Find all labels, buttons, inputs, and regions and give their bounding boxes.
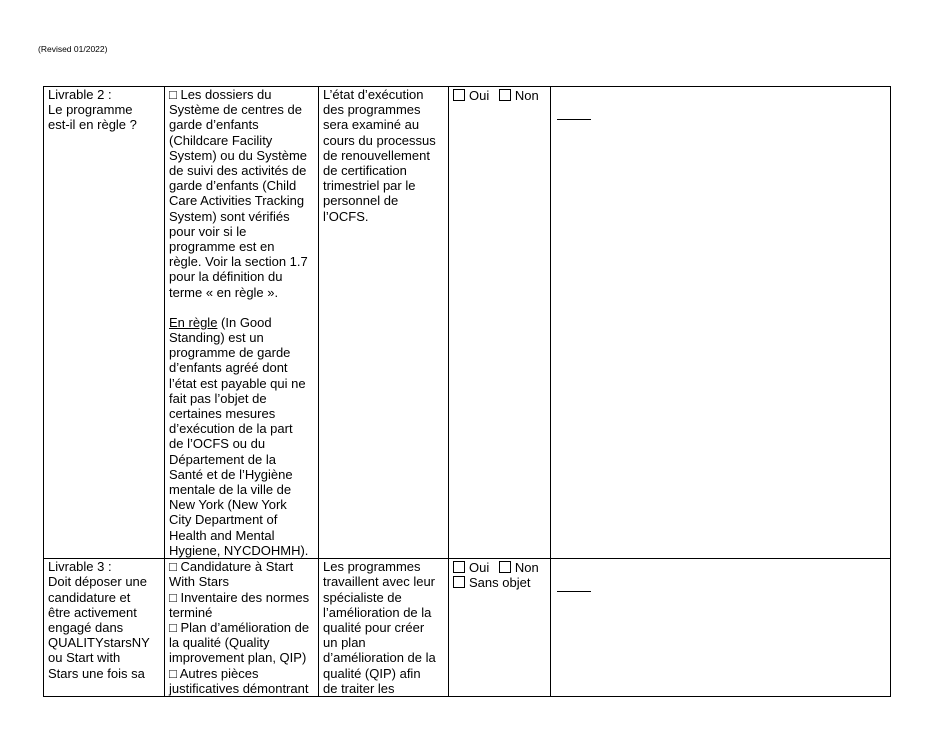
criteria-cell (165, 559, 319, 697)
non-checkbox[interactable] (499, 89, 511, 101)
initials-blank-line[interactable] (557, 571, 591, 592)
criteria-definition: (In Good Standing) est un programme de garde d’enfants agréé dont l’état est payable qui ne fait pas l’objet de certaines mesures d’exécution de la part de l’OCFS ou du Département de la Santé et de l’Hygiène mentale de la ville de New York (New York City Department of Health and Mental Hygiene, NYCDOHMH). (169, 314, 309, 558)
deliverable-text: Livrable 3 : Doit déposer une candidature et être activement engagé dans QUALITYstarsNY ou Start with Stars une fois sa (48, 559, 150, 681)
verification-cell (319, 87, 449, 559)
non-label: Non (514, 88, 539, 103)
verification-text: Les programmes travaillent avec leur spécialiste de l’amélioration de la qualité pour créer un plan d’amélioration de la qualité (QIP) afin de traiter les (323, 559, 436, 696)
initials-cell (551, 87, 891, 559)
criteria-text: □ Candidature à Start With Stars □ Inventaire des normes terminé □ Plan d’amélioration de la qualité (Quality improvement plan, QIP) □ Autres pièces justificatives démontrant (169, 559, 310, 696)
oui-checkbox[interactable] (453, 561, 465, 573)
non-checkbox[interactable] (499, 561, 511, 573)
verification-text: L’état d’exécution des programmes sera examiné au cours du processus de renouvellement de certification trimestriel par le personnel de l’OCFS. (323, 87, 436, 224)
deliverable-text: Livrable 2 : Le programme est-il en règle ? (48, 87, 137, 133)
initials-blank-line[interactable] (557, 99, 591, 120)
oui-label: Oui (469, 560, 490, 576)
revision-note: (Revised 01/2022) (38, 44, 108, 54)
initials-cell (551, 559, 891, 697)
non-label: Non (514, 560, 539, 576)
criteria-cell (165, 87, 319, 559)
sans-objet-label: Sans objet (469, 575, 531, 591)
table-row (44, 559, 891, 697)
compliance-cell (449, 559, 551, 697)
sans-objet-checkbox[interactable] (453, 576, 465, 588)
oui-checkbox[interactable] (453, 89, 465, 101)
criteria-defined-term: En règle (169, 314, 218, 330)
criteria-text: □ Les dossiers du Système de centres de garde d’enfants (Childcare Facility System) ou du Système de suivi des activités de garde d’enfants (Child Care Activities Tracking System) sont vérifiés pour voir si le programme est en règle. Voir la section 1.7 pour la définition du terme « en règle ». (169, 87, 308, 300)
deliverable-cell (44, 559, 165, 697)
checklist-table (43, 86, 891, 697)
oui-label: Oui (469, 88, 490, 103)
compliance-cell (449, 87, 551, 559)
verification-cell (319, 559, 449, 697)
deliverable-cell (44, 87, 165, 559)
table-row (44, 87, 891, 559)
